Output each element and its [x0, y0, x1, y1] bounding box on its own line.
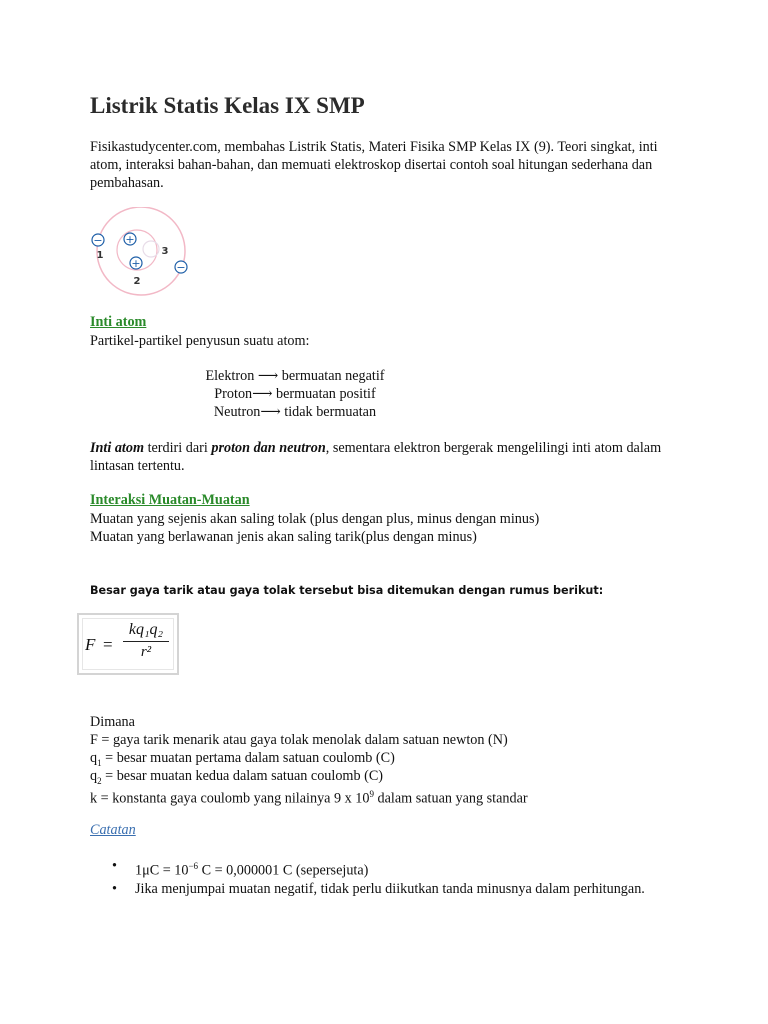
electron-right-sign: − — [176, 261, 186, 274]
heading-catatan[interactable]: Catatan — [90, 822, 136, 838]
interaction-line-2: Muatan yang berlawanan jenis akan saling tarik(plus dengan minus) — [90, 529, 477, 545]
electron-left-sign: − — [93, 234, 103, 247]
outer-orbit — [97, 207, 185, 295]
note-1-text: 1μC = 10 — [135, 862, 189, 879]
proton-top-sign: + — [125, 233, 135, 246]
note-2-text: Jika menjumpai muatan negatif, tidak perlu diikutkan tanda minusnya dalam perhitungan. — [135, 880, 645, 897]
page-title: Listrik Statis Kelas IX SMP — [90, 93, 365, 118]
def-q1-text: = besar muatan pertama dalam satuan coulomb (C) — [101, 750, 395, 766]
def-q2-text: = besar muatan kedua dalam satuan coulomb (C) — [101, 768, 384, 784]
label-1: 1 — [96, 250, 104, 261]
particle-proton: Proton⟶ bermuatan positif — [214, 386, 376, 402]
label-2: 2 — [133, 276, 141, 287]
label-3: 3 — [161, 246, 169, 257]
def-k-text: k = konstanta gaya coulomb yang nilainya 9 x 10 — [90, 790, 370, 807]
def-k-exponent: 9 — [369, 789, 374, 799]
def-q1-symbol: q — [90, 750, 98, 766]
particles-lead: Partikel-partikel penyusun suatu atom: — [90, 333, 310, 349]
nucleus-text-2: , sementara elektron bergerak mengelilingi inti atom dalam lintasan tertentu. — [90, 440, 662, 474]
def-F: F = gaya tarik menarik atau gaya tolak menolak dalam satuan newton (N) — [90, 732, 508, 748]
def-q1-subscript: 1 — [97, 757, 102, 768]
list-item — [90, 880, 710, 898]
particle-electron: Elektron ⟶ bermuatan negatif — [205, 368, 385, 384]
fraction-bar — [123, 641, 169, 642]
note-1-rest: C = 0,000001 C (sepersejuta) — [198, 862, 369, 879]
formula-equals: = — [103, 635, 113, 654]
nucleus-text-1: terdiri dari — [144, 440, 212, 456]
heading-interaksi[interactable]: Interaksi Muatan-Muatan — [90, 492, 250, 508]
list-item — [90, 857, 710, 880]
bullet-icon: • — [112, 858, 117, 874]
proton-bottom-sign: + — [131, 257, 141, 270]
term-inti-atom: Inti atom — [90, 440, 145, 456]
atom-diagram — [90, 207, 200, 299]
note-1-exponent: −6 — [188, 861, 199, 871]
heading-inti-atom[interactable]: Inti atom — [90, 314, 147, 330]
def-k — [90, 785, 528, 808]
formula-intro: Besar gaya tarik atau gaya tolak tersebut bisa ditemukan dengan rumus berikut: — [90, 584, 604, 597]
formula-denominator: r² — [140, 644, 152, 660]
formula-fraction — [123, 621, 169, 660]
interaction-line-1: Muatan yang sejenis akan saling tolak (plus dengan plus, minus dengan minus) — [90, 511, 540, 527]
catatan-list — [90, 857, 710, 898]
term-proton-neutron: proton dan neutron — [211, 440, 326, 456]
def-k-unit: dalam satuan yang standar — [373, 790, 528, 807]
intro-paragraph: Fisikastudycenter.com, membahas Listrik Statis, Materi Fisika SMP Kelas IX (9). Teori singkat, inti atom, interaksi bahan-bahan, dan memuati elektroskop disertai contoh soal hitungan sederhana dan pembahasan. — [90, 139, 658, 191]
nucleus-paragraph — [90, 439, 680, 475]
def-q2-symbol: q — [90, 768, 98, 784]
formula-numerator: kq₁q₂ — [128, 621, 164, 638]
particle-neutron: Neutron⟶ tidak bermuatan — [213, 404, 377, 420]
dimana-label: Dimana — [90, 714, 135, 730]
coulomb-formula — [77, 613, 179, 675]
formula-lhs: F — [85, 635, 96, 654]
def-q2-subscript: 2 — [97, 775, 102, 786]
bullet-icon: • — [112, 880, 117, 897]
